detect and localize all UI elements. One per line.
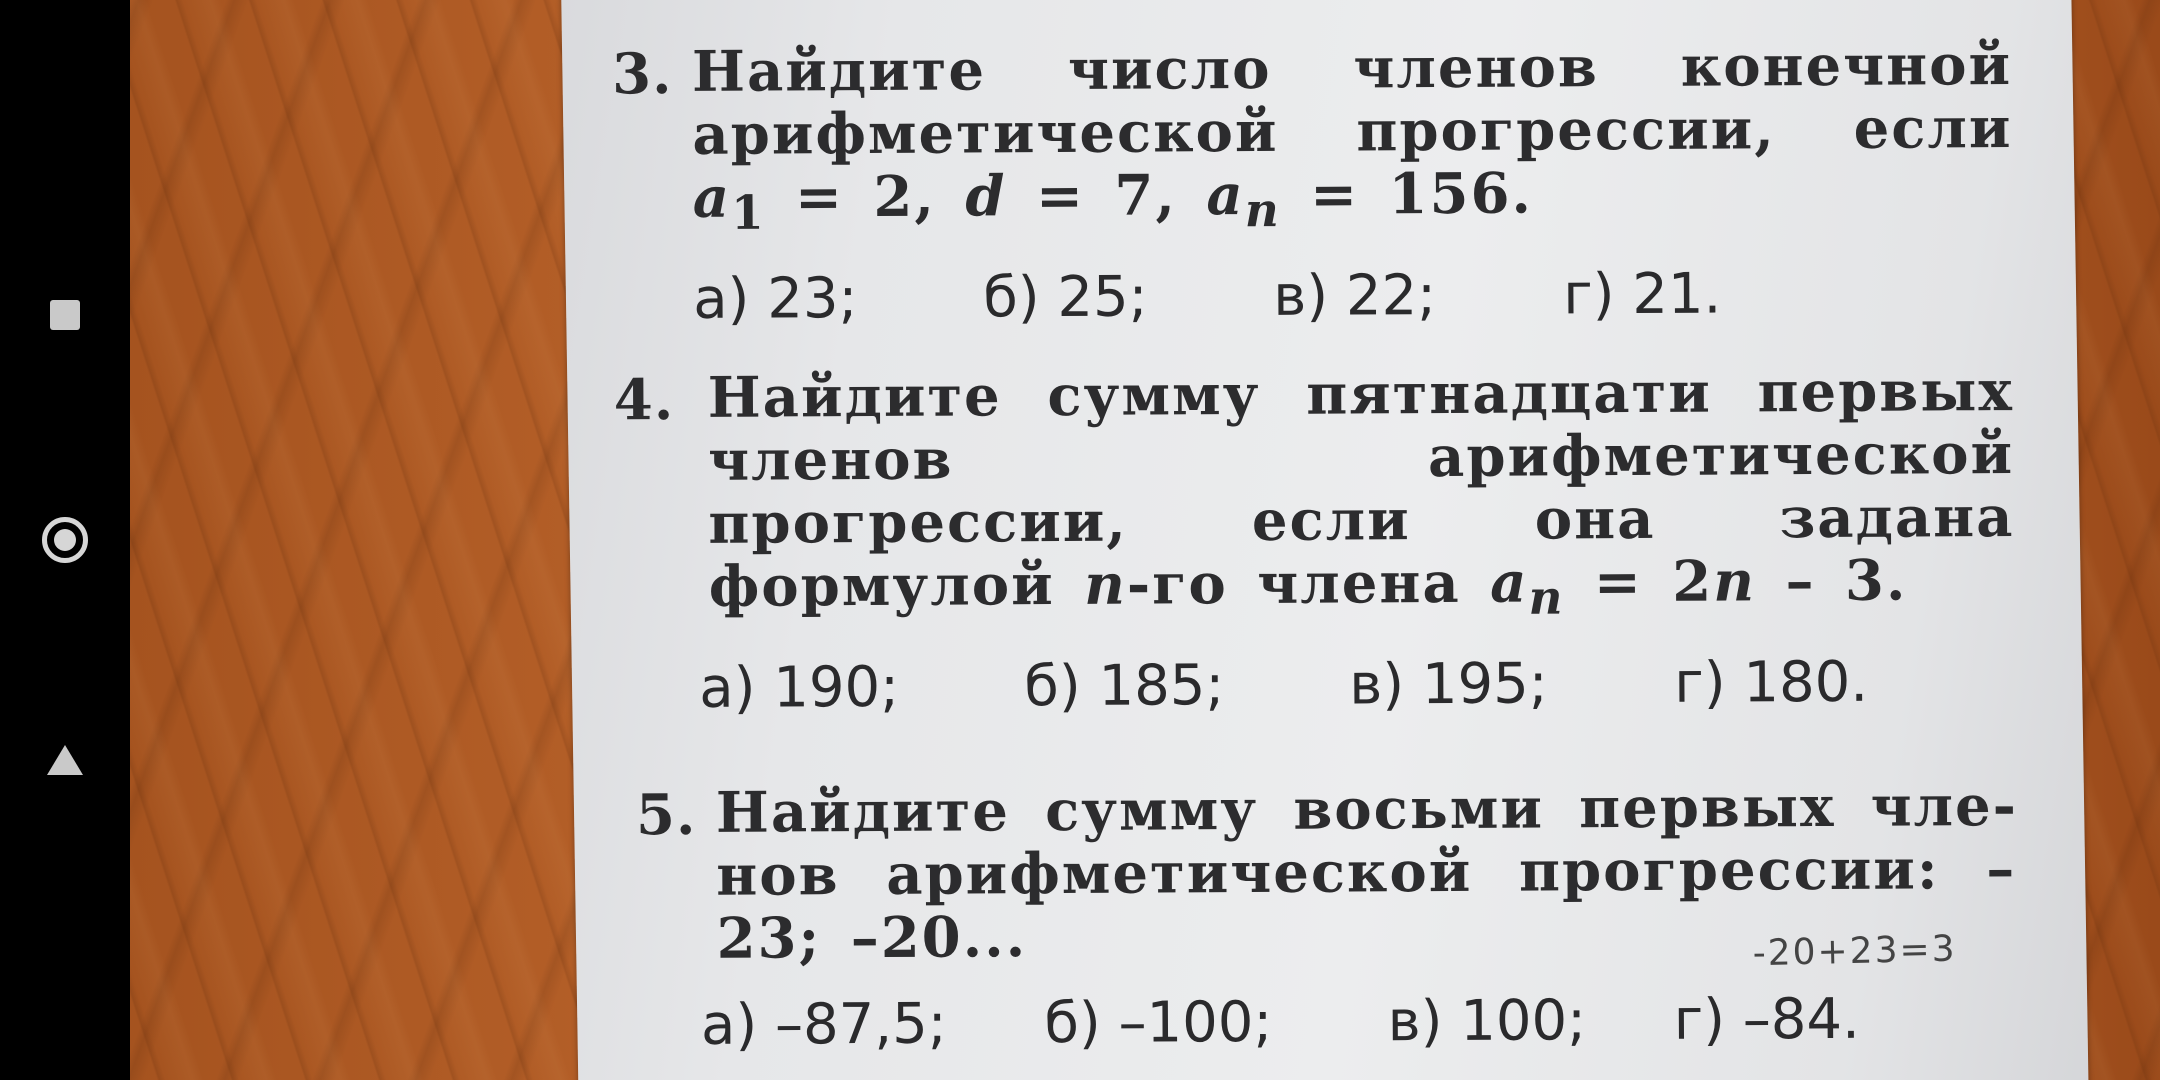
problem-3 <box>592 34 2014 334</box>
answer-option: в) 195; <box>1349 651 1548 718</box>
answer-options <box>697 986 2017 1059</box>
problem-number: 3. <box>611 41 673 108</box>
worksheet-content <box>592 34 2017 1080</box>
navigation-bar <box>0 0 130 1080</box>
answer-option: в) 100; <box>1387 988 1587 1055</box>
square-icon <box>50 300 80 330</box>
answer-option: а) 190; <box>699 655 900 722</box>
problem-text: Найдите сумму восьми первых членов арифметической прогрессии: –23; –20... <box>715 773 2017 973</box>
answer-option: г) 180. <box>1674 650 1869 717</box>
handwritten-note: -20+23=3 <box>1752 928 1958 975</box>
problem-text: Найдите сумму пятнадцати первых членов арифметической прогрессии, если она задана формулой n-го члена $a_n = 2n - 3$. <box>707 358 2015 626</box>
problem-number: 4. <box>613 367 675 434</box>
answer-option: а) 23; <box>693 266 858 333</box>
answer-option: б) 25; <box>983 264 1148 331</box>
problem-4 <box>594 360 2016 723</box>
answer-option: в) 22; <box>1273 263 1437 330</box>
answer-option: г) 21. <box>1563 261 1722 328</box>
circle-icon <box>42 517 88 563</box>
home-button[interactable] <box>30 505 100 575</box>
problem-5 <box>596 775 2017 1059</box>
answer-options <box>693 260 2013 333</box>
worksheet-paper <box>561 0 2089 1080</box>
triangle-icon <box>47 745 83 775</box>
answer-option: б) –100; <box>1044 990 1273 1057</box>
answer-option: г) –84. <box>1673 987 1861 1054</box>
answer-options <box>695 649 2015 722</box>
answer-option: б) 185; <box>1024 653 1225 720</box>
problem-text: Найдите число членов конечной арифметической прогрессии, если $a_1 = 2$, d = 7, $a_n = 156$. <box>691 32 2013 241</box>
answer-option: а) –87,5; <box>700 991 947 1059</box>
recents-button[interactable] <box>30 280 100 350</box>
photo-view <box>130 0 2160 1080</box>
problem-number: 5. <box>635 782 697 849</box>
back-button[interactable] <box>30 725 100 795</box>
